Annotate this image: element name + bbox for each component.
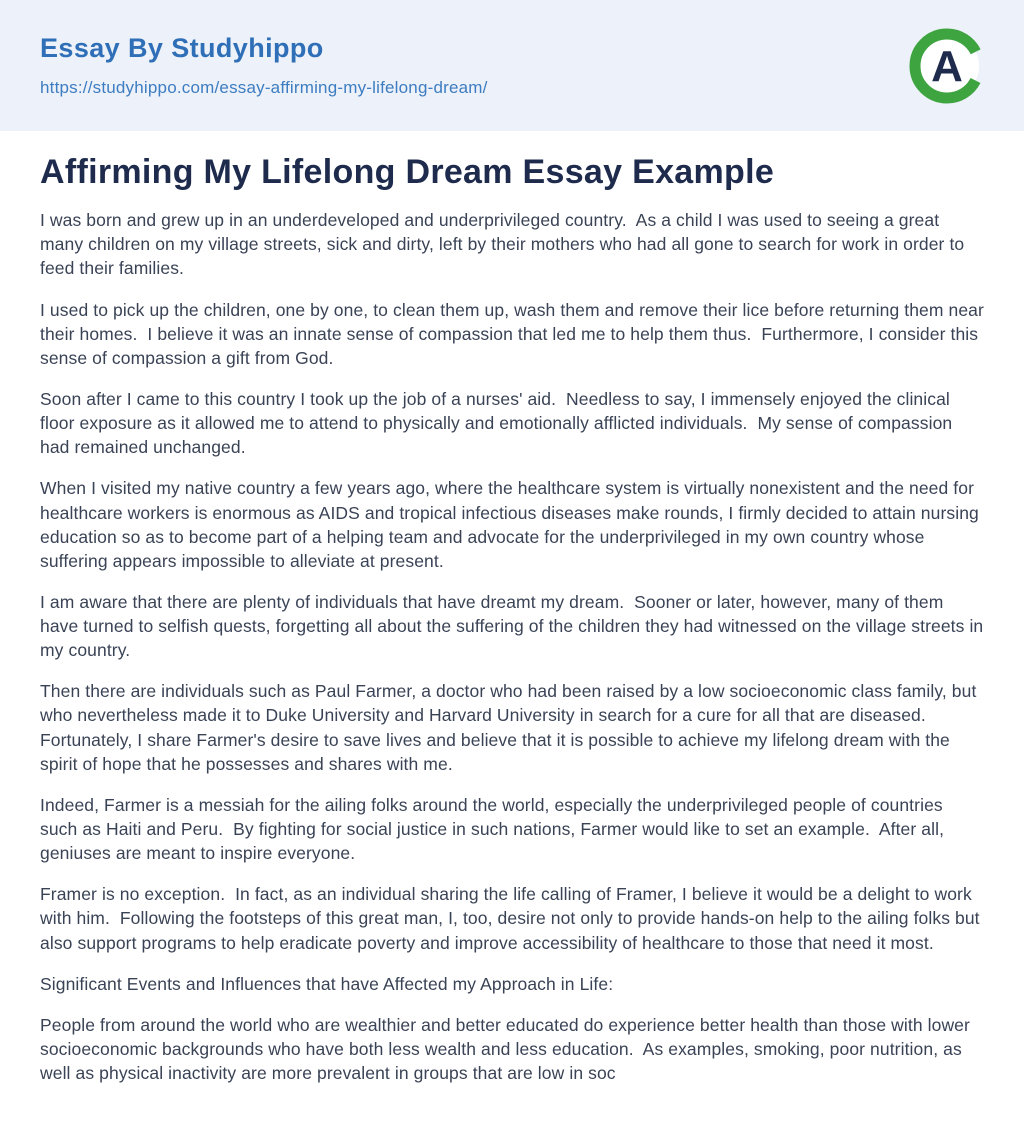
essay-paragraph: People from around the world who are wealthier and better educated do experience better health than those with lower socioeconomic backgrounds who have both less wealth and less education. As examples, smoking, poor nutrition, as well as physical inactivity are more prevalent in groups that are low in soc <box>40 1014 975 1084</box>
essay-paragraph: I am aware that there are plenty of individuals that have dreamt my dream. Sooner or later, however, many of them have turned to selfish quests, forgetting all about the suffering of the children they had witnessed on the village streets in my country. <box>40 591 989 661</box>
essay-paragraph: When I visited my native country a few years ago, where the healthcare system is virtually nonexistent and the need for healthcare workers is enormous as AIDS and tropical infectious diseases make rounds, I firmly decided to attain nursing education so as to become part of a helping team and advocate for the underprivileged in my own country whose suffering appears impossible to alleviate at present. <box>40 478 984 571</box>
logo-letter: A <box>931 41 963 91</box>
studyhippo-logo-icon <box>908 27 986 105</box>
brand-title: Essay By Studyhippo <box>40 33 324 63</box>
essay-paragraph: Soon after I came to this country I took up the job of a nurses' aid. Needless to say, I immensely enjoyed the clinical floor exposure as it allowed me to attend to physically and emotionally afflicted individuals. My sense of compassion had remained unchanged. <box>40 388 958 458</box>
essay-paragraph: I used to pick up the children, one by one, to clean them up, wash them and remove their lice before returning them near their homes. I believe it was an innate sense of compassion that led me to help them thus. Furthermore, I consider this sense of compassion a gift from God. <box>40 299 989 368</box>
essay-paragraph: Indeed, Farmer is a messiah for the ailing folks around the world, especially the underprivileged people of countries such as Haiti and Peru. By fighting for social justice in such nations, Farmer would like to set an example. After all, geniuses are meant to inspire everyone. <box>40 794 950 864</box>
brand-block <box>40 33 488 98</box>
essay-paragraph: Significant Events and Influences that have Affected my Approach in Life: <box>40 973 614 994</box>
essay-paragraph: Framer is no exception. In fact, as an individual sharing the life calling of Framer, I believe it would be a delight to work with him. Following the footsteps of this great man, I, too, desire not only to provide hands-on help to the ailing folks but also support programs to help eradicate poverty and improve accessibility of healthcare to those that need it most. <box>40 884 985 953</box>
essay-paragraph: Then there are individuals such as Paul Farmer, a doctor who had been raised by a low socioeconomic class family, but who nevertheless made it to Duke University and Harvard University in search for a cure for all that are diseased. Fortunately, I share Farmer's desire to save lives and believe that it is possible to achieve my lifelong dream with the spirit of hope that he possesses and shares with me. <box>40 681 982 774</box>
source-url-link[interactable]: https://studyhippo.com/essay-affirming-my-lifelong-dream/ <box>40 78 488 97</box>
page-title: Affirming My Lifelong Dream Essay Example <box>40 153 775 191</box>
essay-article <box>0 153 1024 1085</box>
page-header <box>0 0 1024 131</box>
essay-paragraph: I was born and grew up in an underdeveloped and underprivileged country. As a child I was used to seeing a great many children on my village streets, sick and dirty, left by their mothers who had all gone to search for work in order to feed their families. <box>40 210 970 279</box>
